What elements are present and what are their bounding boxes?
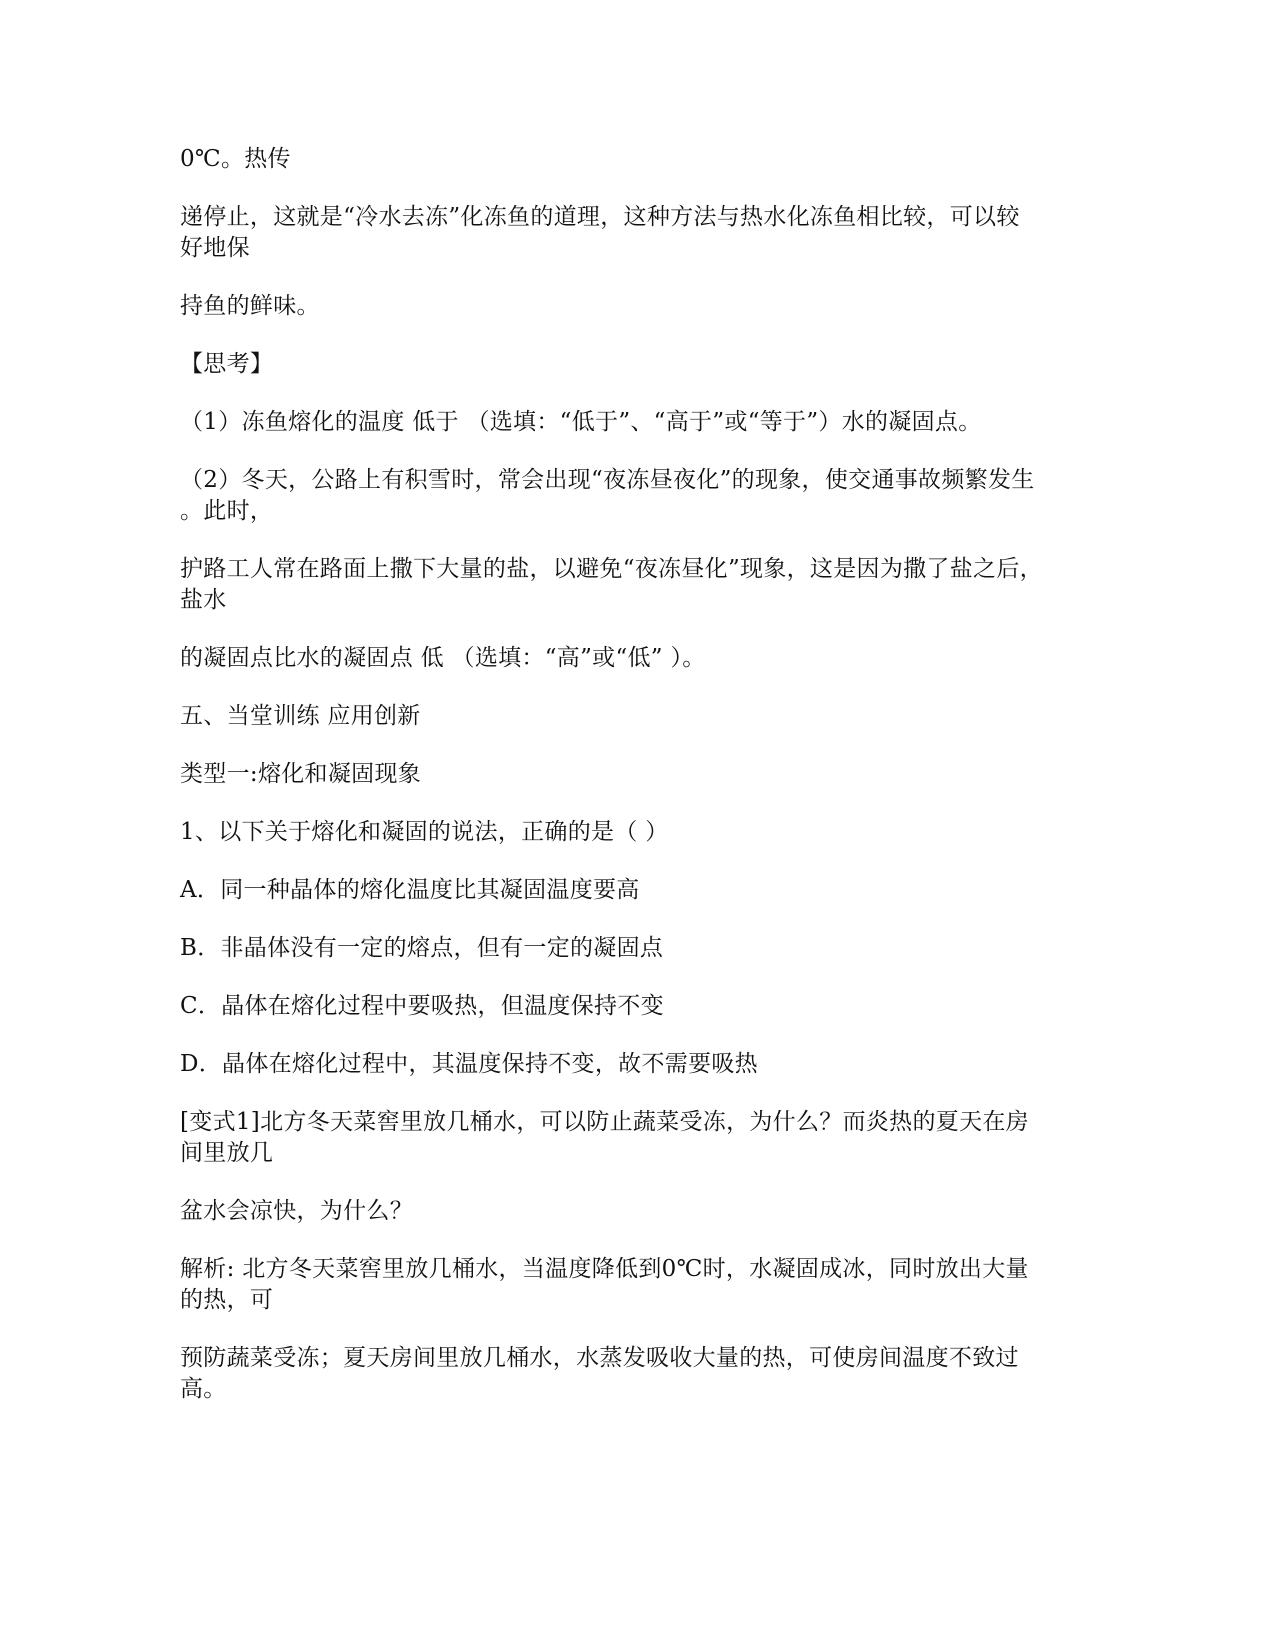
- text-line: 的凝固点比水的凝固点 低 （选填：“高”或“低” ）。: [180, 645, 706, 671]
- text-line: 好地保: [180, 235, 250, 261]
- text-line: （1）冻鱼熔化的温度 低于 （选填：“低于”、“高于”或“等于”）水的凝固点。: [180, 409, 982, 435]
- text-line: 护路工人常在路面上撒下大量的盐，以避免“夜冻昼化”现象，这是因为撒了盐之后，: [180, 556, 1043, 582]
- text-line: 持鱼的鲜味。: [180, 293, 320, 319]
- analysis-text: 的热，可: [180, 1287, 274, 1313]
- text-line: （2）冬天，公路上有积雪时，常会出现“夜冻昼夜化”的现象，使交通事故频繁发生: [180, 467, 1035, 493]
- question-text: 1、以下关于熔化和凝固的说法，正确的是（ ）: [180, 819, 669, 845]
- text-line: 间里放几: [180, 1140, 274, 1166]
- text-line: 盆水会凉快，为什么？: [180, 1198, 413, 1224]
- text-line: 。此时，: [180, 498, 274, 524]
- text-line: 0℃。热传: [180, 146, 291, 172]
- text-line: 盐水: [180, 587, 227, 613]
- option-b: B．非晶体没有一定的熔点，但有一定的凝固点: [180, 935, 664, 961]
- option-a: A．同一种晶体的熔化温度比其凝固温度要高: [180, 877, 640, 903]
- analysis-text: 预防蔬菜受冻；夏天房间里放几桶水，水蒸发吸收大量的热，可使房间温度不致过: [180, 1345, 1019, 1371]
- text-line: 递停止，这就是“冷水去冻”化冻鱼的道理，这种方法与热水化冻鱼相比较，可以较: [180, 204, 1020, 230]
- section-heading: 【思考】: [180, 351, 274, 377]
- section-heading: 类型一:熔化和凝固现象: [180, 761, 422, 787]
- analysis-text: 解析: 北方冬天菜窖里放几桶水，当温度降低到0℃时，水凝固成冰，同时放出大量: [180, 1256, 1029, 1282]
- analysis-text: 高。: [180, 1376, 227, 1402]
- text-line: [变式1]北方冬天菜窖里放几桶水，可以防止蔬菜受冻，为什么？而炎热的夏天在房: [180, 1109, 1029, 1135]
- option-c: C．晶体在熔化过程中要吸热，但温度保持不变: [180, 993, 664, 1019]
- option-d: D．晶体在熔化过程中，其温度保持不变，故不需要吸热: [180, 1051, 758, 1077]
- section-heading: 五、当堂训练 应用创新: [180, 703, 421, 729]
